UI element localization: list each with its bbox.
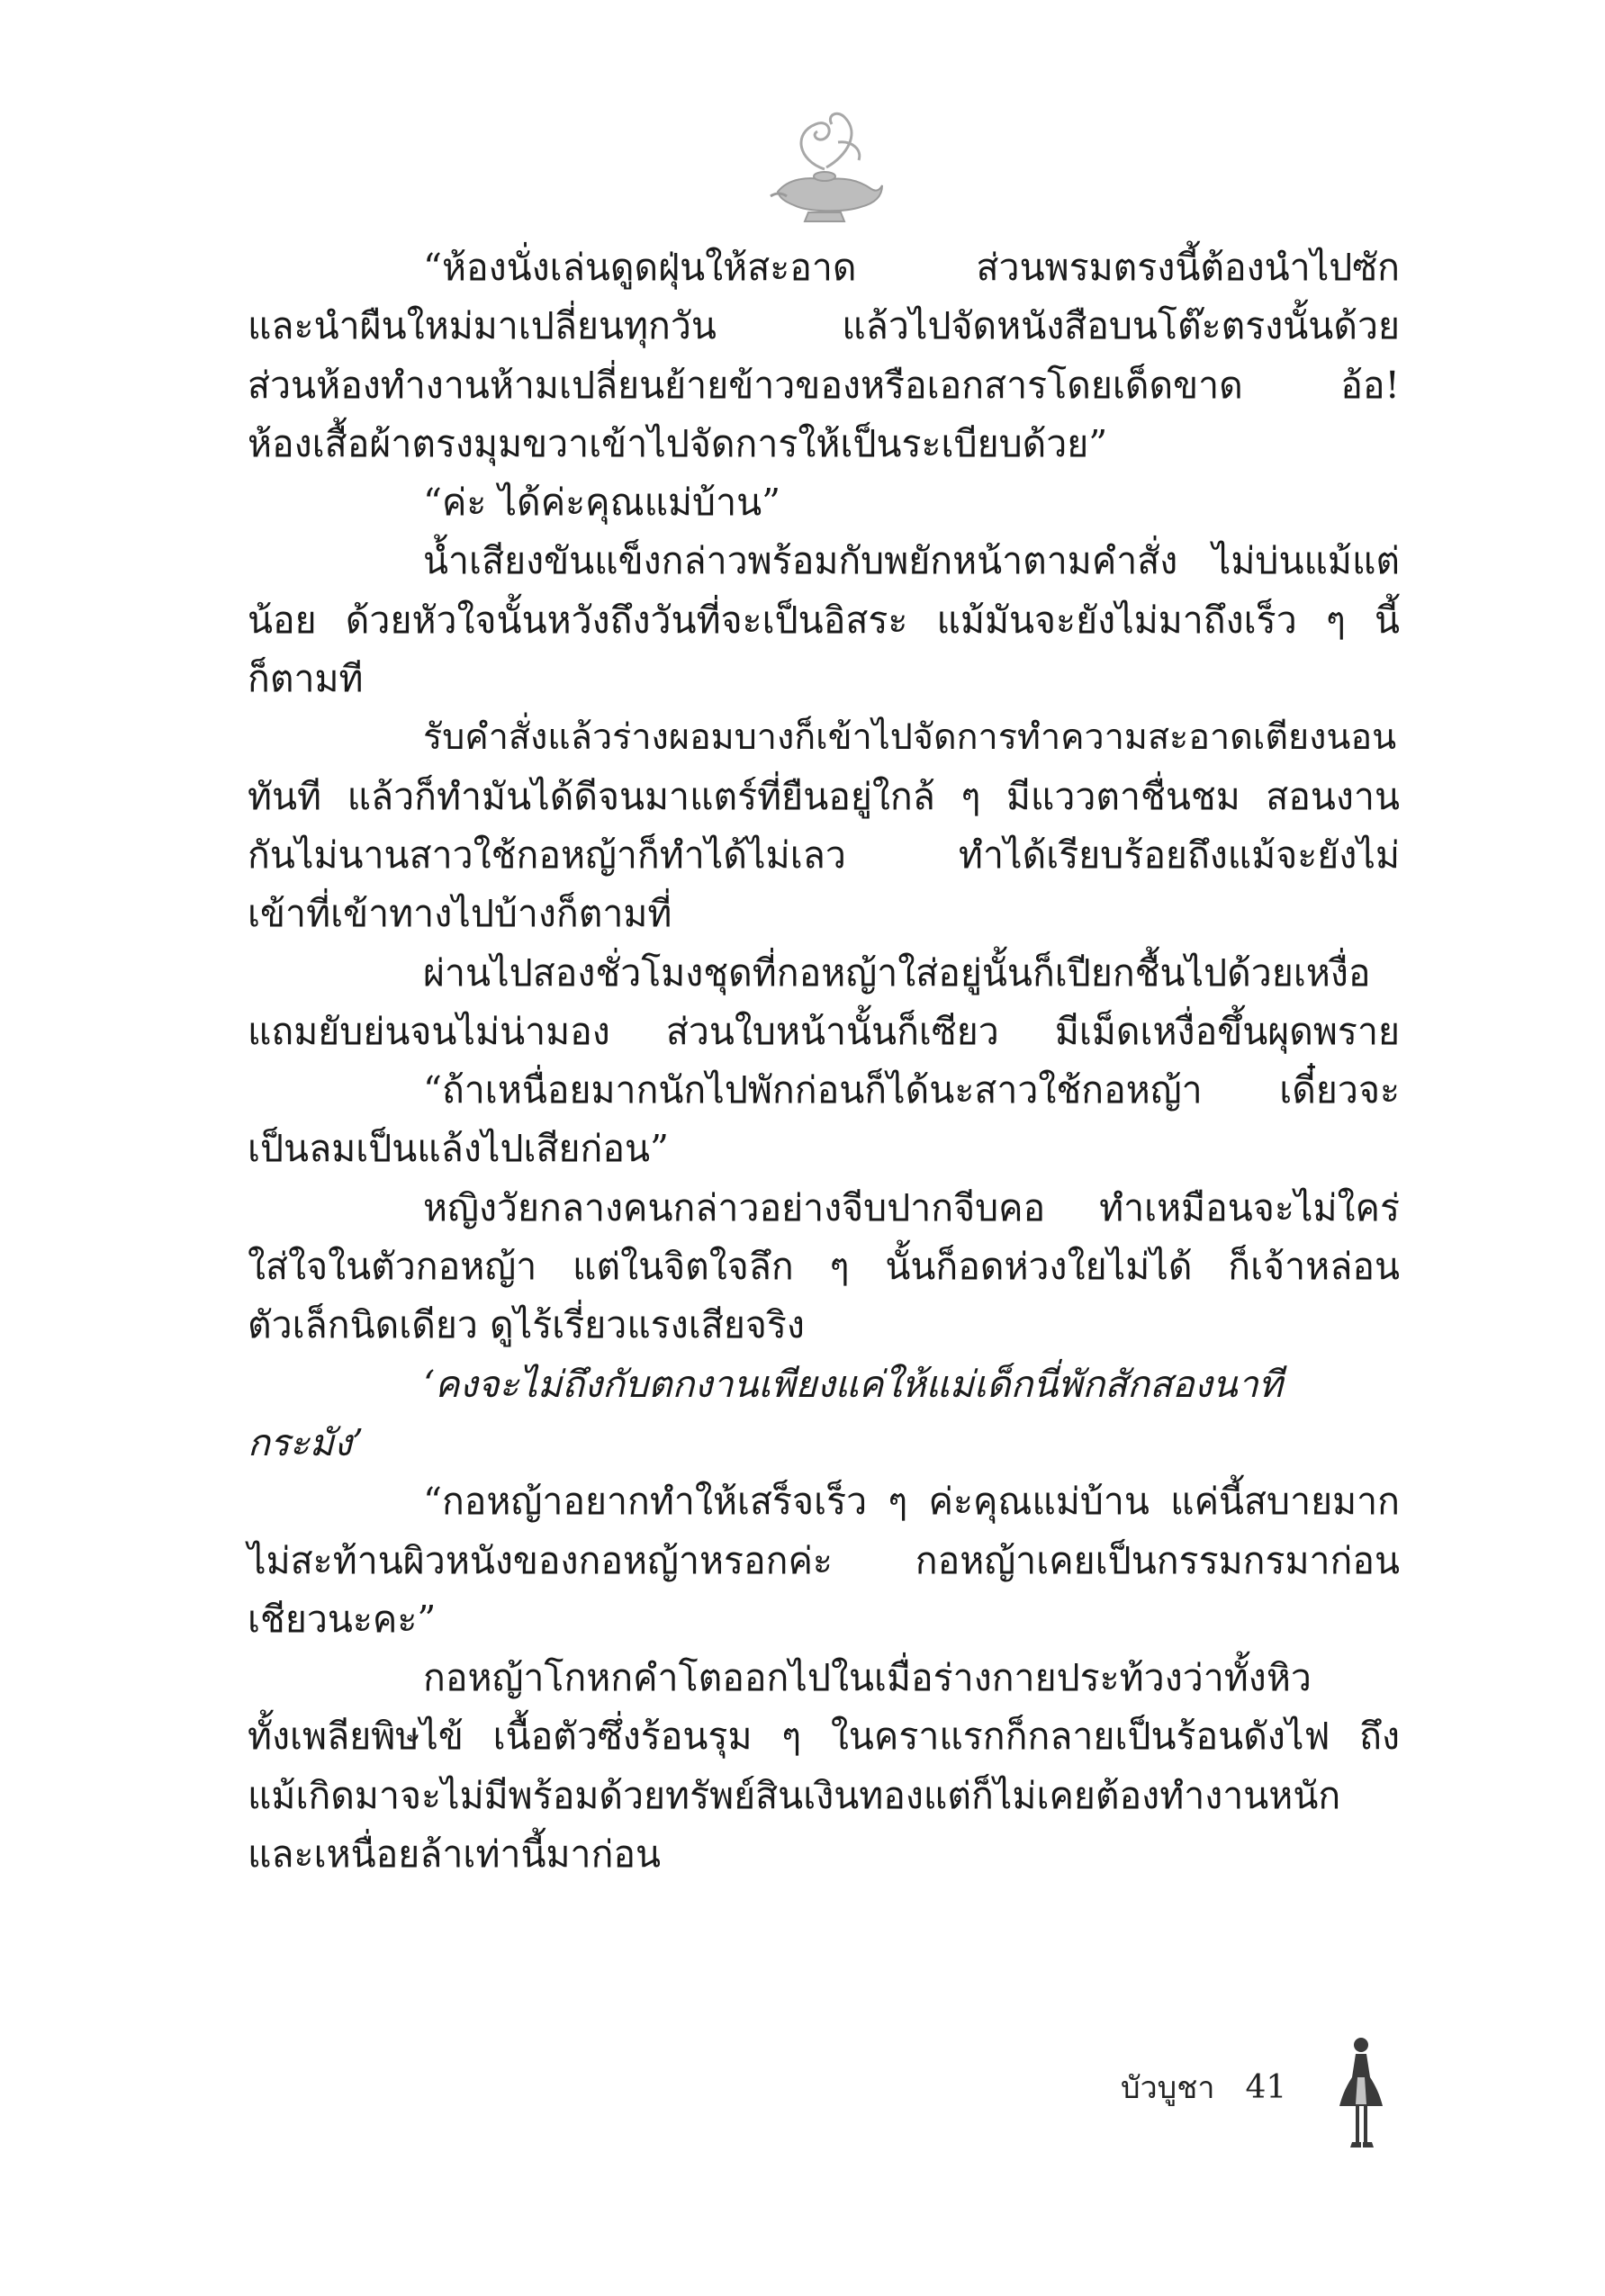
text-line: แถมยับย่นจนไม่น่ามอง ส่วนใบหน้านั้นก็เซียว มีเม็ดเหงื่อขึ้นผุดพราย	[248, 1009, 1400, 1053]
text-line: กันไม่นานสาวใช้กอหญ้าก็ทำได้ไม่เลว ทำได้เรียบร้อยถึงแม้จะยังไม่	[248, 833, 1400, 877]
text-line: รับคำสั่งแล้วร่างผอมบางก็เข้าไปจัดการทำความสะอาดเตียงนอน	[423, 716, 1397, 759]
text-line: ทั้งเพลียพิษไข้ เนื้อตัวซึ่งร้อนรุม ๆ ในคราแรกก็กลายเป็นร้อนดังไฟ ถึง	[248, 1715, 1400, 1759]
text-line: กระมัง’	[248, 1420, 364, 1464]
text-line: และเหนื่อยล้าเท่านี้มาก่อน	[248, 1832, 662, 1877]
text-line: แม้เกิดมาจะไม่มีพร้อมด้วยทรัพย์สินเงินทองแต่ก็ไม่เคยต้องทำงานหนัก	[248, 1773, 1341, 1817]
text-line: “ค่ะ ได้ค่ะคุณแม่บ้าน”	[423, 481, 781, 525]
genie-lamp-icon	[762, 106, 888, 228]
text-line: กอหญ้าโกหกคำโตออกไปในเมื่อร่างกายประท้วงว่าทั้งหิว	[423, 1656, 1312, 1700]
text-line: “ถ้าเหนื่อยมากนักไปพักก่อนก็ได้นะสาวใช้กอหญ้า เดี๋ยวจะ	[423, 1068, 1400, 1112]
text-line: ทันที แล้วก็ทำมันได้ดีจนมาแตร์ที่ยืนอยู่ใกล้ ๆ มีแววตาชื่นชม สอนงาน	[248, 774, 1400, 818]
text-line: ใส่ใจในตัวกอหญ้า แต่ในจิตใจลึก ๆ นั้นก็อดห่วงใยไม่ได้ ก็เจ้าหล่อน	[248, 1245, 1400, 1289]
body-text	[248, 239, 1400, 1884]
text-line: ตัวเล็กนิดเดียว ดูไร้เรี่ยวแรงเสียจริง	[248, 1303, 805, 1347]
text-line: ไม่สะท้านผิวหนังของกอหญ้าหรอกค่ะ กอหญ้าเคยเป็นกรรมกรมาก่อน	[248, 1538, 1400, 1582]
text-line: ก็ตามที	[248, 657, 364, 701]
page-footer	[1121, 2061, 1286, 2115]
text-line: น้ำเสียงขันแข็งกล่าวพร้อมกับพยักหน้าตามคำสั่ง ไม่บ่นแม้แต่	[423, 539, 1400, 583]
page-number: 41	[1245, 2069, 1287, 2106]
text-line: “กอหญ้าอยากทำให้เสร็จเร็ว ๆ ค่ะคุณแม่บ้าน แค่นี้สบายมาก	[423, 1480, 1400, 1524]
text-line: “ห้องนั่งเล่นดูดฝุ่นให้สะอาด ส่วนพรมตรงนี้ต้องนำไปซัก	[423, 246, 1400, 289]
maid-figure-icon	[1334, 2032, 1388, 2167]
text-line: เข้าที่เข้าทางไปบ้างก็ตามที่	[248, 892, 672, 936]
text-line: หญิงวัยกลางคนกล่าวอย่างจีบปากจีบคอ ทำเหมือนจะไม่ใคร่	[423, 1185, 1400, 1229]
text-line: และนำผืนใหม่มาเปลี่ยนทุกวัน แล้วไปจัดหนังสือบนโต๊ะตรงนั้นด้วย	[248, 304, 1400, 348]
book-title: บัวบูชา	[1121, 2070, 1215, 2106]
text-line: ส่วนห้องทำงานห้ามเปลี่ยนย้ายข้าวของหรือเอกสารโดยเด็ดขาด อ้อ!	[248, 363, 1400, 407]
text-line: ‘คงจะไม่ถึงกับตกงานเพียงแค่ให้แม่เด็กนี่พักสักสองนาที	[423, 1362, 1283, 1406]
text-line: น้อย ด้วยหัวใจนั้นหวังถึงวันที่จะเป็นอิสระ แม้มันจะยังไม่มาถึงเร็ว ๆ นี้	[248, 598, 1400, 642]
text-line: เชียวนะคะ”	[248, 1597, 437, 1641]
text-line: เป็นลมเป็นแล้งไปเสียก่อน”	[248, 1127, 669, 1171]
text-line: ห้องเสื้อผ้าตรงมุมขวาเข้าไปจัดการให้เป็นระเบียบด้วย”	[248, 421, 1108, 465]
text-line: ผ่านไปสองชั่วโมงชุดที่กอหญ้าใส่อยู่นั้นก็เปียกชื้นไปด้วยเหงื่อ	[423, 950, 1371, 995]
